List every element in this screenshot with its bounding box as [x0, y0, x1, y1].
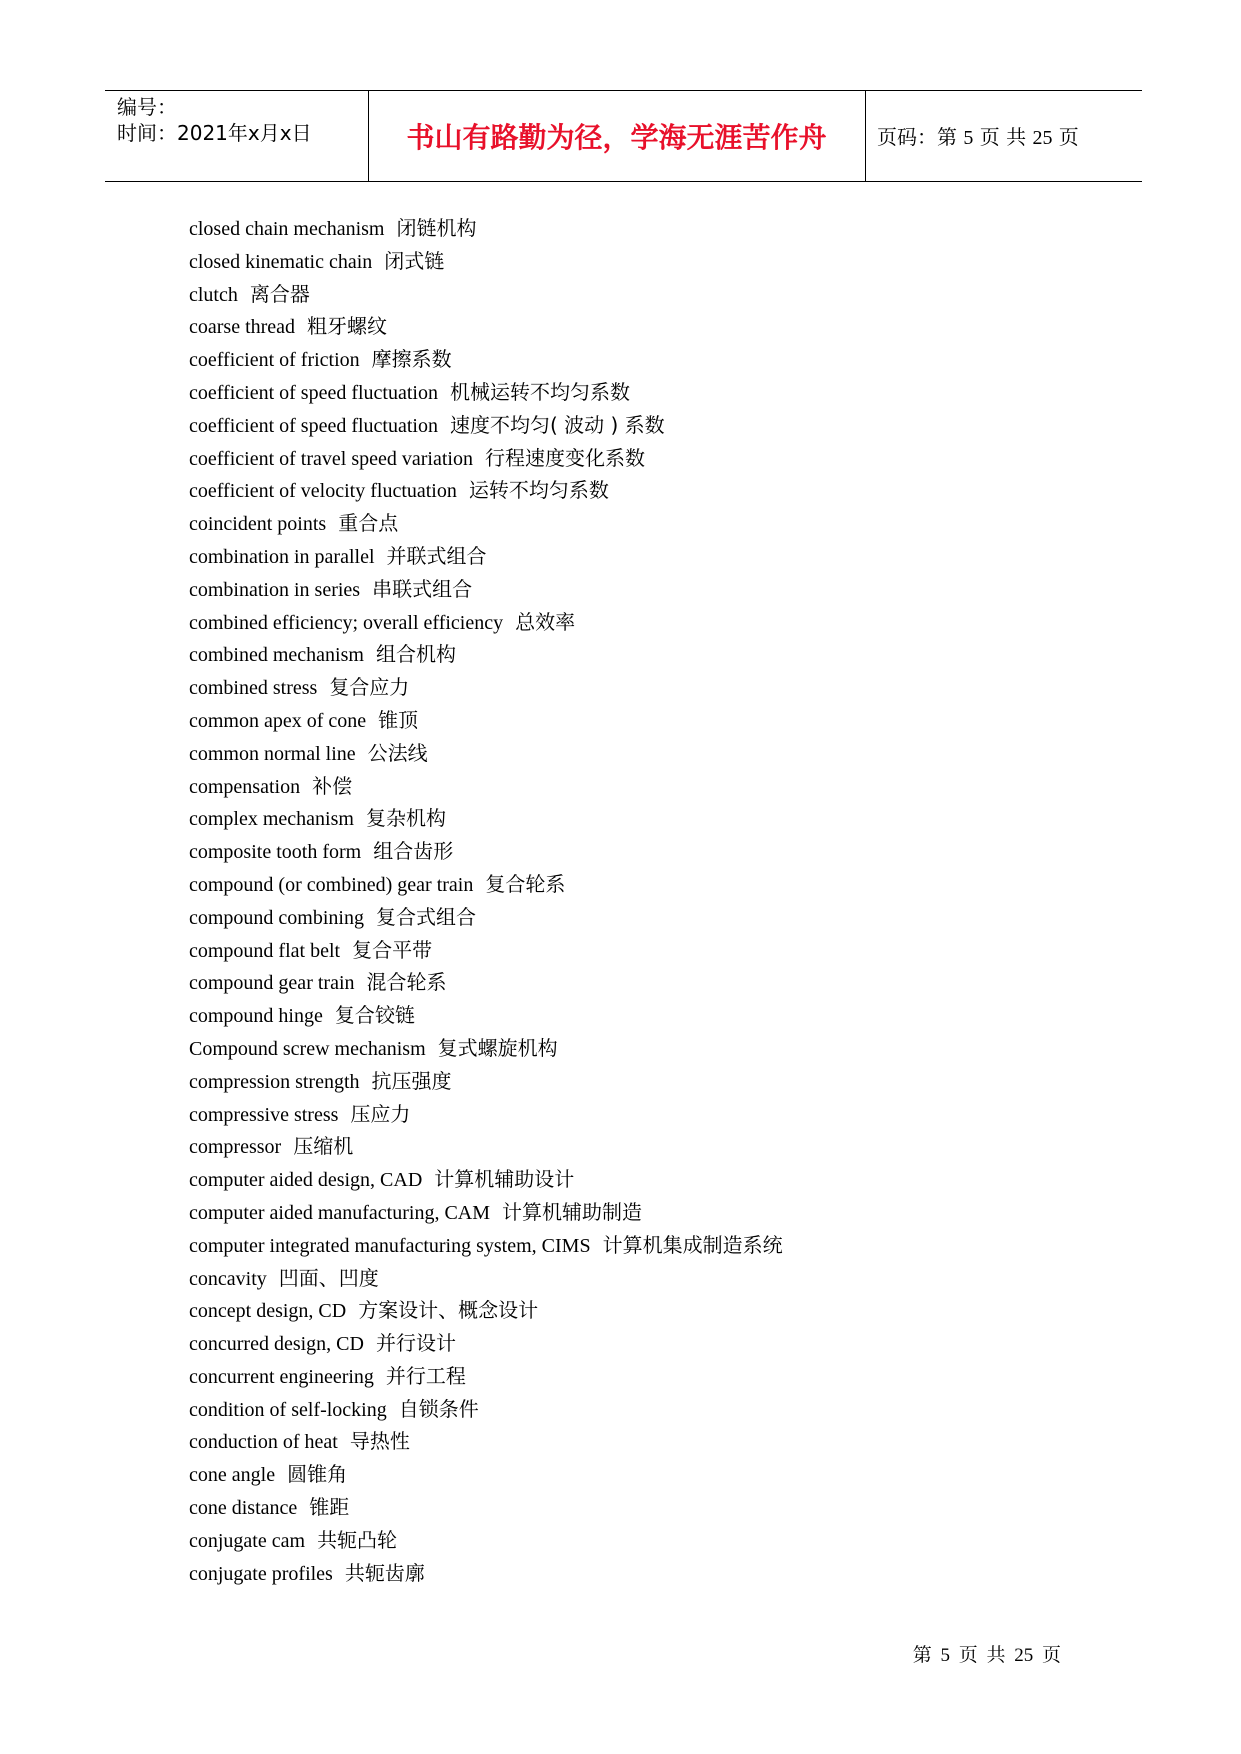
term-chinese: 复合铰链 [334, 1003, 415, 1028]
term-english: closed chain mechanism [189, 218, 385, 240]
term-chinese: 并行设计 [375, 1331, 456, 1356]
term-english: compound (or combined) gear train [189, 873, 474, 896]
term-english: computer integrated manufacturing system, CIMS [189, 1234, 591, 1257]
term-english: concavity [189, 1267, 267, 1290]
term-english: closed kinematic chain [189, 250, 373, 273]
term-english: compression strength [189, 1070, 360, 1093]
term-chinese: 压缩机 [293, 1134, 354, 1159]
glossary-entry [189, 1098, 1089, 1131]
glossary-entry [189, 1229, 1089, 1262]
term-chinese: 复合应力 [329, 675, 410, 700]
term-english: condition of self-locking [189, 1398, 387, 1421]
glossary-entry [189, 802, 1089, 835]
term-english: compound combining [189, 906, 364, 929]
term-english: composite tooth form [189, 841, 362, 864]
term-english: coefficient of speed fluctuation [189, 414, 438, 437]
term-english: computer aided design, CAD [189, 1169, 423, 1192]
glossary-entry [189, 343, 1089, 376]
term-chinese: 闭式链 [384, 248, 445, 273]
term-english: compound gear train [189, 972, 355, 995]
term-english: Compound screw mechanism [189, 1037, 426, 1060]
term-chinese: 自锁条件 [398, 1396, 479, 1421]
term-chinese: 导热性 [349, 1429, 410, 1454]
term-chinese: 并行工程 [385, 1363, 466, 1388]
term-chinese: 混合轮系 [366, 970, 447, 995]
term-chinese: 离合器 [249, 281, 310, 306]
term-chinese: 复合平带 [352, 937, 433, 962]
glossary-entry [189, 1491, 1089, 1524]
term-english: common apex of cone [189, 709, 367, 732]
term-chinese: 补偿 [312, 773, 353, 798]
page-total: 25 [1032, 127, 1053, 149]
glossary-entry [189, 1294, 1089, 1327]
term-english: concept design, CD [189, 1300, 347, 1323]
term-chinese: 总效率 [515, 609, 576, 634]
term-english: compressor [189, 1136, 282, 1159]
glossary-entry [189, 671, 1089, 704]
term-english: compound flat belt [189, 939, 341, 962]
term-english: complex mechanism [189, 808, 354, 831]
term-english: combined stress [189, 677, 318, 700]
glossary-entry [189, 1360, 1089, 1393]
glossary-entry [189, 1458, 1089, 1491]
glossary-entry [189, 606, 1089, 639]
glossary-entry [189, 1262, 1089, 1295]
glossary-entry [189, 1163, 1089, 1196]
glossary-entry [189, 1524, 1089, 1557]
page-header [105, 90, 1142, 182]
term-chinese: 锥距 [309, 1495, 350, 1520]
page-code-suffix: 页 [1058, 125, 1079, 149]
term-chinese: 重合点 [338, 511, 399, 536]
term-english: coefficient of speed fluctuation [189, 381, 438, 404]
glossary-entry [189, 1557, 1089, 1590]
page-code [877, 124, 1079, 151]
glossary-entry [189, 278, 1089, 311]
glossary-entry [189, 409, 1089, 442]
term-chinese: 复式螺旋机构 [437, 1035, 558, 1060]
glossary-entry [189, 1065, 1089, 1098]
glossary-entry [189, 507, 1089, 540]
glossary-entry [189, 704, 1089, 737]
glossary-entry [189, 310, 1089, 343]
header-motto-cell [368, 91, 866, 181]
header-page-cell [865, 91, 1142, 181]
glossary-entry [189, 245, 1089, 278]
glossary-entry [189, 474, 1089, 507]
term-english: coefficient of velocity fluctuation [189, 480, 457, 503]
term-chinese: 组合齿形 [373, 839, 454, 864]
glossary-entry [189, 1032, 1089, 1065]
glossary-entry [189, 1130, 1089, 1163]
term-english: coincident points [189, 513, 327, 536]
term-chinese: 并联式组合 [386, 543, 487, 568]
term-chinese: 行程速度变化系数 [484, 445, 645, 470]
term-english: concurred design, CD [189, 1333, 364, 1356]
term-chinese: 复合轮系 [485, 871, 566, 896]
glossary-entry [189, 770, 1089, 803]
term-english: conduction of heat [189, 1431, 338, 1454]
glossary-entry [189, 737, 1089, 770]
term-chinese: 机械运转不均匀系数 [449, 379, 630, 404]
page-current: 5 [963, 127, 974, 149]
glossary-entry [189, 835, 1089, 868]
term-english: coefficient of friction [189, 349, 360, 372]
page-code-prefix: 页码：第 [877, 125, 957, 149]
term-chinese: 计算机辅助制造 [502, 1199, 643, 1224]
page-code-mid: 页 共 [979, 125, 1027, 149]
term-chinese: 共轭凸轮 [317, 1527, 398, 1552]
glossary-entry [189, 999, 1089, 1032]
term-english: combined efficiency; overall efficiency [189, 611, 504, 634]
glossary-entry [189, 573, 1089, 606]
page-footer: 第 5 页 共 25 页 [912, 1645, 1061, 1666]
term-chinese: 计算机集成制造系统 [602, 1232, 783, 1257]
term-chinese: 计算机辅助设计 [434, 1167, 575, 1192]
term-chinese: 复合式组合 [375, 904, 476, 929]
time-label: 时间：2021年x月x日 [117, 121, 312, 145]
term-english: coarse thread [189, 316, 296, 339]
term-english: conjugate cam [189, 1529, 306, 1552]
glossary-entry [189, 934, 1089, 967]
glossary-list [189, 212, 1089, 1589]
glossary-entry [189, 212, 1089, 245]
glossary-entry [189, 1393, 1089, 1426]
glossary-entry [189, 868, 1089, 901]
term-chinese: 串联式组合 [372, 576, 473, 601]
term-chinese: 方案设计、概念设计 [358, 1298, 539, 1323]
term-english: computer aided manufacturing, CAM [189, 1201, 491, 1224]
term-chinese: 速度不均匀( 波动 ) 系数 [449, 412, 665, 437]
term-chinese: 复杂机构 [365, 806, 446, 831]
motto: 书山有路勤为径，学海无涯苦作舟 [406, 121, 827, 154]
glossary-entry [189, 901, 1089, 934]
serial-label: 编号： [117, 95, 177, 119]
term-english: compressive stress [189, 1103, 339, 1126]
term-chinese: 压应力 [350, 1101, 411, 1126]
glossary-entry [189, 1196, 1089, 1229]
term-chinese: 组合机构 [375, 642, 456, 667]
term-english: cone distance [189, 1497, 298, 1520]
glossary-entry [189, 1327, 1089, 1360]
term-english: concurrent engineering [189, 1365, 374, 1388]
term-chinese: 圆锥角 [287, 1462, 348, 1487]
glossary-entry [189, 540, 1089, 573]
term-chinese: 运转不均匀系数 [468, 478, 609, 503]
term-chinese: 粗牙螺纹 [307, 314, 388, 339]
glossary-entry [189, 966, 1089, 999]
header-info-cell [105, 91, 369, 181]
term-chinese: 共轭齿廓 [344, 1560, 425, 1585]
term-chinese: 闭链机构 [396, 216, 477, 240]
term-english: common normal line [189, 742, 356, 765]
term-english: combined mechanism [189, 644, 364, 667]
glossary-entry [189, 1425, 1089, 1458]
term-chinese: 凹面、凹度 [278, 1265, 379, 1290]
term-chinese: 公法线 [367, 740, 428, 765]
glossary-entry [189, 442, 1089, 475]
term-english: combination in series [189, 578, 361, 601]
glossary-entry [189, 376, 1089, 409]
term-english: compound hinge [189, 1005, 323, 1028]
term-chinese: 锥顶 [378, 707, 419, 732]
term-english: conjugate profiles [189, 1562, 333, 1585]
glossary-entry [189, 638, 1089, 671]
term-english: cone angle [189, 1464, 276, 1487]
term-english: compensation [189, 775, 301, 798]
term-english: clutch [189, 283, 238, 306]
term-chinese: 摩擦系数 [371, 347, 452, 372]
term-chinese: 抗压强度 [371, 1068, 452, 1093]
term-english: coefficient of travel speed variation [189, 447, 473, 470]
term-english: combination in parallel [189, 545, 375, 568]
